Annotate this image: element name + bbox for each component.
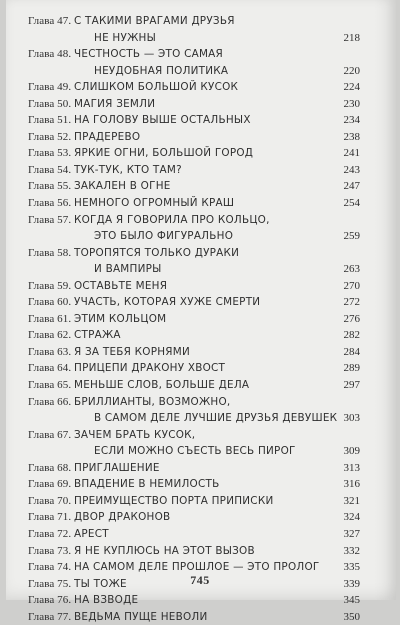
toc-line	[28, 96, 360, 113]
chapter-title: ПРАДЕРЕВО	[74, 130, 141, 143]
chapter-title: МАГИЯ ЗЕМЛИ	[74, 97, 156, 110]
toc-line	[28, 245, 360, 262]
chapter-title: ВПАДЕНИЕ В НЕМИЛОСТЬ	[74, 478, 220, 491]
toc-line	[28, 79, 360, 96]
chapter-page-number: 241	[343, 147, 360, 160]
toc-line	[28, 460, 360, 477]
chapter-label: Глава 65.	[28, 379, 72, 392]
toc-line	[28, 261, 360, 278]
toc-line	[28, 543, 360, 560]
toc-line	[28, 30, 360, 47]
chapter-page-number: 243	[343, 163, 360, 176]
toc-line	[28, 476, 360, 493]
toc-line	[28, 410, 360, 427]
chapter-label: Глава 71.	[28, 511, 72, 524]
toc-line	[28, 592, 360, 609]
chapter-page-number: 272	[343, 296, 360, 309]
chapter-title: НА САМОМ ДЕЛЕ ПРОШЛОЕ — ЭТО ПРОЛОГ	[74, 561, 320, 574]
table-of-contents	[28, 13, 360, 625]
chapter-label: Глава 53.	[28, 147, 72, 160]
chapter-page-number: 297	[343, 379, 360, 392]
chapter-title: ЭТО БЫЛО ФИГУРАЛЬНО	[94, 230, 234, 243]
toc-line	[28, 609, 360, 625]
chapter-title: ТОРОПЯТСЯ ТОЛЬКО ДУРАКИ	[74, 246, 240, 259]
toc-line	[28, 344, 360, 361]
chapter-label: Глава 52.	[28, 130, 72, 143]
toc-line	[28, 294, 360, 311]
chapter-label: Глава 72.	[28, 527, 72, 540]
chapter-page-number: 230	[343, 97, 360, 110]
chapter-title: ЧЕСТНОСТЬ — ЭТО САМАЯ	[74, 48, 223, 61]
chapter-page-number: 335	[343, 561, 360, 574]
chapter-label: Глава 58.	[28, 246, 72, 259]
toc-line	[28, 112, 360, 129]
chapter-page-number: 345	[343, 594, 360, 607]
chapter-page-number: 270	[343, 279, 360, 292]
chapter-title: ЕСЛИ МОЖНО СЪЕСТЬ ВЕСЬ ПИРОГ	[94, 445, 296, 458]
toc-line	[28, 427, 360, 444]
toc-line	[28, 360, 360, 377]
chapter-page-number: 313	[343, 461, 360, 474]
toc-line	[28, 327, 360, 344]
chapter-label: Глава 49.	[28, 81, 72, 94]
chapter-title: УЧАСТЬ, КОТОРАЯ ХУЖЕ СМЕРТИ	[74, 296, 261, 309]
chapter-label: Глава 55.	[28, 180, 72, 193]
chapter-page-number: 289	[343, 362, 360, 375]
chapter-page-number: 220	[343, 64, 360, 77]
chapter-label: Глава 64.	[28, 362, 72, 375]
chapter-title: В САМОМ ДЕЛЕ ЛУЧШИЕ ДРУЗЬЯ ДЕВУШЕК	[94, 412, 338, 425]
page-shading	[374, 0, 396, 600]
chapter-label: Глава 69.	[28, 478, 72, 491]
toc-line	[28, 443, 360, 460]
chapter-page-number: 254	[343, 197, 360, 210]
toc-line	[28, 278, 360, 295]
chapter-label: Глава 67.	[28, 428, 72, 441]
chapter-label: Глава 61.	[28, 312, 72, 325]
chapter-title: СТРАЖА	[74, 329, 121, 342]
toc-line	[28, 162, 360, 179]
chapter-page-number: 263	[343, 263, 360, 276]
chapter-page-number: 224	[343, 81, 360, 94]
chapter-label: Глава 48.	[28, 48, 72, 61]
chapter-title: Я ЗА ТЕБЯ КОРНЯМИ	[74, 345, 191, 358]
toc-line	[28, 178, 360, 195]
toc-line	[28, 63, 360, 80]
toc-line	[28, 212, 360, 229]
chapter-page-number: 309	[343, 445, 360, 458]
chapter-label: Глава 74.	[28, 561, 72, 574]
chapter-label: Глава 63.	[28, 345, 72, 358]
chapter-title: МЕНЬШЕ СЛОВ, БОЛЬШЕ ДЕЛА	[74, 379, 250, 392]
chapter-label: Глава 76.	[28, 594, 72, 607]
chapter-label: Глава 47.	[28, 15, 72, 27]
chapter-label: Глава 75.	[28, 577, 72, 590]
chapter-page-number: 327	[343, 527, 360, 540]
chapter-title: ЗАКАЛЕН В ОГНЕ	[74, 180, 171, 193]
chapter-title: АРЕСТ	[74, 527, 109, 540]
chapter-title: ВЕДЬМА ПУЩЕ НЕВОЛИ	[74, 610, 208, 623]
chapter-title: НЕУДОБНАЯ ПОЛИТИКА	[94, 64, 229, 77]
chapter-label: Глава 73.	[28, 544, 72, 557]
chapter-label: Глава 60.	[28, 296, 72, 309]
chapter-title: Я НЕ КУПЛЮСЬ НА ЭТОТ ВЫЗОВ	[74, 544, 255, 557]
chapter-label: Глава 68.	[28, 461, 72, 474]
chapter-title: КОГДА Я ГОВОРИЛА ПРО КОЛЬЦО,	[74, 213, 270, 226]
chapter-title: НЕМНОГО ОГРОМНЫЙ КРАШ	[74, 197, 235, 210]
toc-line	[28, 228, 360, 245]
toc-line	[28, 526, 360, 543]
toc-line	[28, 13, 360, 30]
chapter-title: ПРЕИМУЩЕСТВО ПОРТА ПРИПИСКИ	[74, 494, 274, 507]
chapter-page-number: 238	[343, 130, 360, 143]
chapter-title: ЯРКИЕ ОГНИ, БОЛЬШОЙ ГОРОД	[74, 147, 254, 160]
chapter-label: Глава 50.	[28, 97, 72, 110]
toc-line	[28, 195, 360, 212]
chapter-title: БРИЛЛИАНТЫ, ВОЗМОЖНО,	[74, 395, 231, 408]
chapter-label: Глава 66.	[28, 395, 72, 408]
chapter-label: Глава 56.	[28, 197, 72, 210]
chapter-title: И ВАМПИРЫ	[94, 263, 162, 276]
chapter-page-number: 284	[343, 345, 360, 358]
chapter-page-number: 276	[343, 312, 360, 325]
chapter-title: ТУК-ТУК, КТО ТАМ?	[74, 163, 182, 176]
toc-line	[28, 394, 360, 411]
chapter-label: Глава 62.	[28, 329, 72, 342]
chapter-title: ДВОР ДРАКОНОВ	[74, 511, 171, 524]
toc-line	[28, 46, 360, 63]
chapter-page-number: 234	[343, 114, 360, 127]
chapter-title: С ТАКИМИ ВРАГАМИ ДРУЗЬЯ	[74, 15, 235, 27]
chapter-title: НА ВЗВОДЕ	[74, 594, 139, 607]
chapter-label: Глава 57.	[28, 213, 72, 226]
page-number: 745	[190, 573, 210, 587]
chapter-page-number: 303	[343, 412, 360, 425]
chapter-title: ПРИЦЕПИ ДРАКОНУ ХВОСТ	[74, 362, 226, 375]
chapter-page-number: 247	[343, 180, 360, 193]
chapter-page-number: 259	[343, 230, 360, 243]
chapter-page-number: 316	[343, 478, 360, 491]
toc-line	[28, 129, 360, 146]
chapter-page-number: 218	[343, 31, 360, 44]
toc-line	[28, 311, 360, 328]
chapter-page-number: 321	[343, 494, 360, 507]
chapter-label: Глава 70.	[28, 494, 72, 507]
chapter-page-number: 339	[343, 577, 360, 590]
toc-line	[28, 377, 360, 394]
chapter-label: Глава 51.	[28, 114, 72, 127]
chapter-title: НА ГОЛОВУ ВЫШЕ ОСТАЛЬНЫХ	[74, 114, 251, 127]
chapter-title: НЕ НУЖНЫ	[94, 31, 156, 44]
toc-line	[28, 493, 360, 510]
chapter-title: ТЫ ТОЖЕ	[74, 577, 127, 590]
chapter-title: ПРИГЛАШЕНИЕ	[74, 461, 160, 474]
chapter-page-number: 332	[343, 544, 360, 557]
chapter-title: ОСТАВЬТЕ МЕНЯ	[74, 279, 168, 292]
toc-line	[28, 145, 360, 162]
chapter-title: СЛИШКОМ БОЛЬШОЙ КУСОК	[74, 81, 239, 94]
chapter-page-number: 282	[343, 329, 360, 342]
chapter-page-number: 350	[343, 610, 360, 623]
chapter-label: Глава 59.	[28, 279, 72, 292]
chapter-label: Глава 54.	[28, 163, 72, 176]
chapter-page-number: 324	[343, 511, 360, 524]
chapter-title: ЭТИМ КОЛЬЦОМ	[74, 312, 167, 325]
chapter-label: Глава 77.	[28, 610, 72, 623]
chapter-title: ЗАЧЕМ БРАТЬ КУСОК,	[74, 428, 196, 441]
toc-line	[28, 509, 360, 526]
